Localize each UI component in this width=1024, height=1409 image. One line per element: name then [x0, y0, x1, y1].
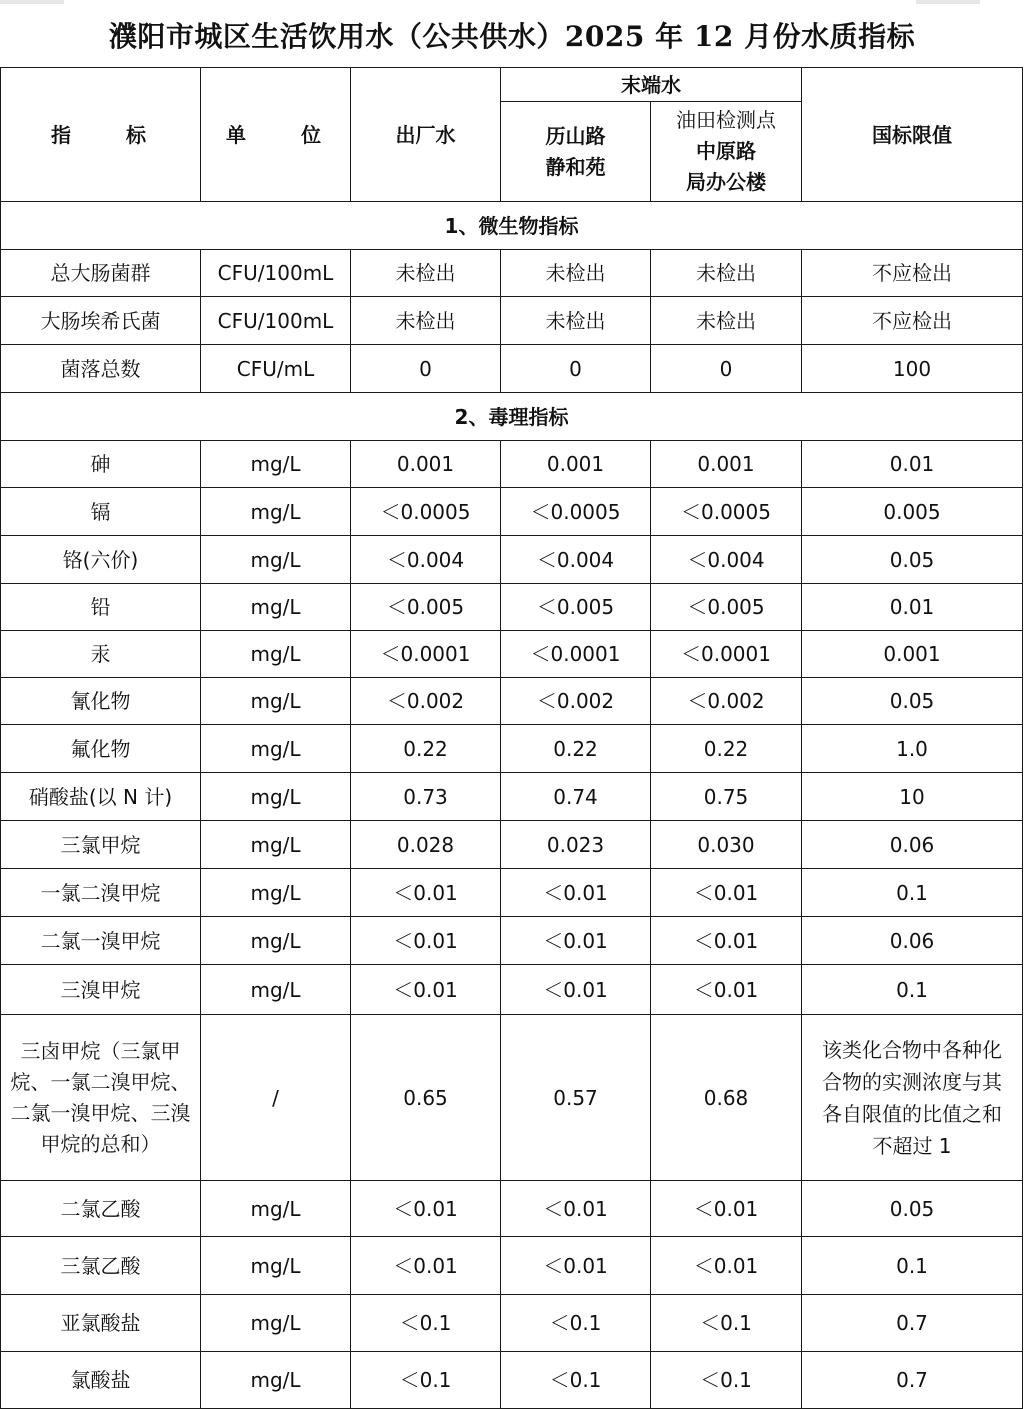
site-2-value: ＜0.01 — [651, 1181, 802, 1237]
site-2-value: 0.001 — [651, 441, 802, 488]
indicator-name: 总大肠菌群 — [1, 250, 201, 297]
header-site-2-line-2: 中原路 — [696, 139, 756, 163]
table-row — [1, 631, 1023, 678]
indicator-name: 大肠埃希氏菌 — [1, 297, 201, 345]
site-1-value: ＜0.01 — [501, 1237, 651, 1295]
section-row — [1, 393, 1023, 441]
limit-value: 0.05 — [802, 678, 1023, 725]
header-site-2-line-3: 局办公楼 — [686, 170, 766, 194]
unit-cell: mg/L — [201, 1295, 351, 1352]
site-2-value: ＜0.004 — [651, 536, 802, 584]
site-1-value: ＜0.01 — [501, 869, 651, 917]
table-row — [1, 488, 1023, 536]
site-2-value: ＜0.01 — [651, 1237, 802, 1295]
indicator-name: 铬(六价) — [1, 536, 201, 584]
limit-value: 100 — [802, 345, 1023, 393]
site-2-value: ＜0.1 — [651, 1295, 802, 1352]
unit-cell: mg/L — [201, 441, 351, 488]
factory-water-value: 未检出 — [351, 250, 501, 297]
section-title: 1、微生物指标 — [1, 202, 1023, 250]
unit-cell: CFU/100mL — [201, 297, 351, 345]
unit-cell: CFU/100mL — [201, 250, 351, 297]
header-row-1 — [1, 68, 1023, 102]
limit-value: 0.06 — [802, 917, 1023, 965]
site-2-value: ＜0.01 — [651, 965, 802, 1015]
site-1-value: ＜0.01 — [501, 917, 651, 965]
table-row — [1, 965, 1023, 1015]
indicator-name: 三卤甲烷（三氯甲烷、一氯二溴甲烷、二氯一溴甲烷、三溴甲烷的总和） — [1, 1015, 201, 1181]
water-quality-table — [0, 67, 1023, 1409]
limit-value: 0.7 — [802, 1352, 1023, 1409]
table-row — [1, 1295, 1023, 1352]
unit-cell: mg/L — [201, 1352, 351, 1409]
site-2-value: ＜0.002 — [651, 678, 802, 725]
factory-water-value: ＜0.01 — [351, 1181, 501, 1237]
factory-water-value: 0.001 — [351, 441, 501, 488]
factory-water-value: ＜0.0001 — [351, 631, 501, 678]
page-edge-mark-left — [0, 0, 64, 4]
unit-cell: mg/L — [201, 678, 351, 725]
site-2-value: ＜0.0001 — [651, 631, 802, 678]
indicator-name: 硝酸盐(以 N 计) — [1, 773, 201, 821]
site-2-value: 未检出 — [651, 297, 802, 345]
limit-value: 0.06 — [802, 821, 1023, 869]
site-2-value: ＜0.01 — [651, 917, 802, 965]
site-2-value: 0.030 — [651, 821, 802, 869]
table-row — [1, 441, 1023, 488]
unit-cell: mg/L — [201, 488, 351, 536]
indicator-name: 氟化物 — [1, 725, 201, 773]
table-row — [1, 869, 1023, 917]
site-1-value: ＜0.0005 — [501, 488, 651, 536]
header-site-1-line-1: 历山路 — [545, 123, 606, 148]
indicator-name: 一氯二溴甲烷 — [1, 869, 201, 917]
indicator-name: 三氯乙酸 — [1, 1237, 201, 1295]
limit-value: 0.1 — [802, 965, 1023, 1015]
header-factory-water: 出厂水 — [351, 68, 501, 202]
indicator-name: 二氯一溴甲烷 — [1, 917, 201, 965]
unit-cell: mg/L — [201, 725, 351, 773]
site-2-value: 未检出 — [651, 250, 802, 297]
indicator-name: 二氯乙酸 — [1, 1181, 201, 1237]
site-2-value: ＜0.1 — [651, 1352, 802, 1409]
factory-water-value: ＜0.1 — [351, 1352, 501, 1409]
header-site-1-line-2: 静和苑 — [545, 154, 606, 179]
limit-value: 0.05 — [802, 1181, 1023, 1237]
limit-value: 不应检出 — [802, 250, 1023, 297]
site-1-value: 未检出 — [501, 297, 651, 345]
section-row — [1, 202, 1023, 250]
limit-value: 0.01 — [802, 584, 1023, 631]
header-indicator: 指 标 — [1, 68, 201, 202]
site-2-value: ＜0.0005 — [651, 488, 802, 536]
indicator-name: 三氯甲烷 — [1, 821, 201, 869]
table-row — [1, 297, 1023, 345]
header-site-2 — [651, 102, 802, 202]
site-2-value: 0.22 — [651, 725, 802, 773]
table-row — [1, 345, 1023, 393]
table-row — [1, 821, 1023, 869]
factory-water-value: ＜0.01 — [351, 869, 501, 917]
limit-value: 0.05 — [802, 536, 1023, 584]
indicator-name: 铅 — [1, 584, 201, 631]
factory-water-value: ＜0.1 — [351, 1295, 501, 1352]
table-row — [1, 1181, 1023, 1237]
indicator-name: 氰化物 — [1, 678, 201, 725]
site-1-value: 0.22 — [501, 725, 651, 773]
unit-cell: mg/L — [201, 917, 351, 965]
factory-water-value: 0.22 — [351, 725, 501, 773]
site-1-value: ＜0.0001 — [501, 631, 651, 678]
site-1-value: ＜0.005 — [501, 584, 651, 631]
section-title: 2、毒理指标 — [1, 393, 1023, 441]
unit-cell: mg/L — [201, 869, 351, 917]
unit-cell: CFU/mL — [201, 345, 351, 393]
factory-water-value: ＜0.002 — [351, 678, 501, 725]
factory-water-value: ＜0.0005 — [351, 488, 501, 536]
indicator-name: 亚氯酸盐 — [1, 1295, 201, 1352]
table-row — [1, 536, 1023, 584]
table-row — [1, 1352, 1023, 1409]
header-limit: 国标限值 — [802, 68, 1023, 202]
site-2-value: ＜0.01 — [651, 869, 802, 917]
unit-cell: mg/L — [201, 631, 351, 678]
site-1-value: ＜0.002 — [501, 678, 651, 725]
limit-value: 0.01 — [802, 441, 1023, 488]
unit-cell: mg/L — [201, 773, 351, 821]
factory-water-value: ＜0.005 — [351, 584, 501, 631]
site-1-value: ＜0.01 — [501, 965, 651, 1015]
limit-value: 0.005 — [802, 488, 1023, 536]
table-row — [1, 584, 1023, 631]
limit-value: 10 — [802, 773, 1023, 821]
limit-value: 0.1 — [802, 1237, 1023, 1295]
factory-water-value: ＜0.01 — [351, 1237, 501, 1295]
limit-value: 0.7 — [802, 1295, 1023, 1352]
site-1-value: ＜0.1 — [501, 1352, 651, 1409]
unit-cell: mg/L — [201, 536, 351, 584]
factory-water-value: 未检出 — [351, 297, 501, 345]
site-1-value: ＜0.1 — [501, 1295, 651, 1352]
indicator-name: 汞 — [1, 631, 201, 678]
factory-water-value: 0 — [351, 345, 501, 393]
table-row — [1, 917, 1023, 965]
site-1-value: 0 — [501, 345, 651, 393]
site-1-value: ＜0.004 — [501, 536, 651, 584]
indicator-name: 菌落总数 — [1, 345, 201, 393]
site-2-value: 0.75 — [651, 773, 802, 821]
unit-cell: mg/L — [201, 1237, 351, 1295]
table-row — [1, 1237, 1023, 1295]
indicator-name: 三溴甲烷 — [1, 965, 201, 1015]
indicator-name: 氯酸盐 — [1, 1352, 201, 1409]
limit-value: 1.0 — [802, 725, 1023, 773]
site-1-value: 0.023 — [501, 821, 651, 869]
factory-water-value: 0.65 — [351, 1015, 501, 1181]
table-row — [1, 1015, 1023, 1181]
header-site-1 — [501, 102, 651, 202]
site-2-value: ＜0.005 — [651, 584, 802, 631]
page-edge-mark-right — [916, 0, 980, 4]
indicator-name: 镉 — [1, 488, 201, 536]
limit-value: 不应检出 — [802, 297, 1023, 345]
site-2-value: 0 — [651, 345, 802, 393]
factory-water-value: ＜0.004 — [351, 536, 501, 584]
unit-cell: mg/L — [201, 965, 351, 1015]
limit-value: 0.1 — [802, 869, 1023, 917]
factory-water-value: 0.028 — [351, 821, 501, 869]
header-site-2-line-1: 油田检测点 — [676, 108, 776, 132]
header-terminal-water: 末端水 — [501, 68, 802, 102]
unit-cell: / — [201, 1015, 351, 1181]
table-row — [1, 725, 1023, 773]
limit-value: 该类化合物中各种化合物的实测浓度与其各自限值的比值之和不超过 1 — [802, 1015, 1023, 1181]
table-row — [1, 250, 1023, 297]
site-1-value: ＜0.01 — [501, 1181, 651, 1237]
factory-water-value: ＜0.01 — [351, 965, 501, 1015]
document-title: 濮阳市城区生活饮用水（公共供水）2025 年 12 月份水质指标 — [108, 20, 916, 53]
site-1-value: 未检出 — [501, 250, 651, 297]
unit-cell: mg/L — [201, 584, 351, 631]
table-row — [1, 678, 1023, 725]
site-1-value: 0.001 — [501, 441, 651, 488]
site-1-value: 0.57 — [501, 1015, 651, 1181]
site-1-value: 0.74 — [501, 773, 651, 821]
indicator-name: 砷 — [1, 441, 201, 488]
unit-cell: mg/L — [201, 1181, 351, 1237]
factory-water-value: 0.73 — [351, 773, 501, 821]
limit-value: 0.001 — [802, 631, 1023, 678]
table-row — [1, 773, 1023, 821]
unit-cell: mg/L — [201, 821, 351, 869]
header-unit: 单 位 — [201, 68, 351, 202]
site-2-value: 0.68 — [651, 1015, 802, 1181]
factory-water-value: ＜0.01 — [351, 917, 501, 965]
